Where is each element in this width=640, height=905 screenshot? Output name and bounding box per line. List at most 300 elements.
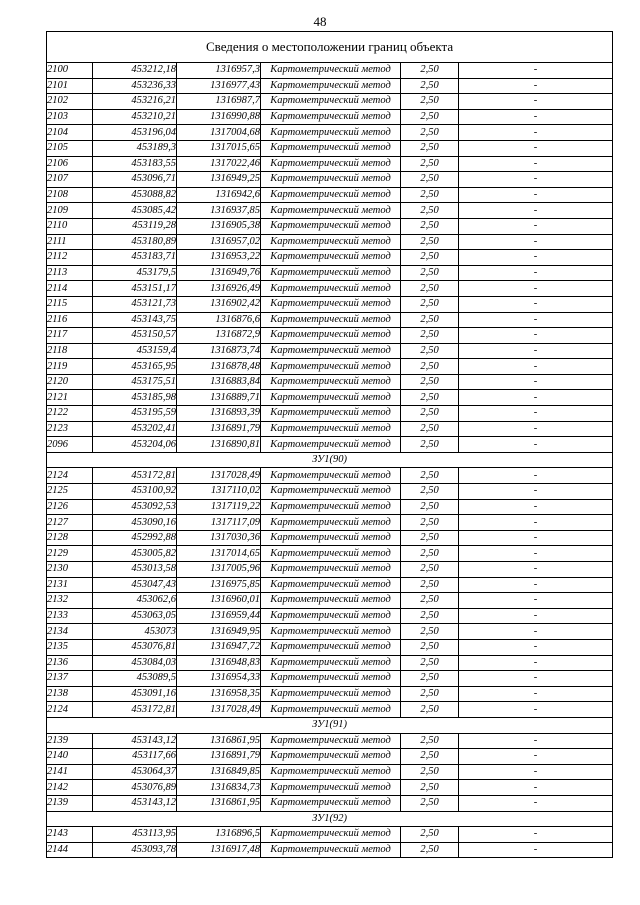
description-cell: - bbox=[459, 671, 613, 687]
x-coordinate-cell: 453121,73 bbox=[93, 296, 177, 312]
description-cell: - bbox=[459, 749, 613, 765]
y-coordinate-cell: 1316957,02 bbox=[177, 234, 261, 250]
table-row bbox=[47, 437, 613, 453]
method-cell: Картометрический метод bbox=[261, 250, 401, 266]
description-cell: - bbox=[459, 624, 613, 640]
accuracy-cell: 2,50 bbox=[401, 187, 459, 203]
method-cell: Картометрический метод bbox=[261, 281, 401, 297]
y-coordinate-cell: 1316957,3 bbox=[177, 63, 261, 79]
point-number-cell: 2107 bbox=[47, 172, 93, 188]
table-row bbox=[47, 499, 613, 515]
x-coordinate-cell: 452992,88 bbox=[93, 530, 177, 546]
table-row bbox=[47, 203, 613, 219]
point-number-cell: 2124 bbox=[47, 468, 93, 484]
description-cell: - bbox=[459, 203, 613, 219]
point-number-cell: 2101 bbox=[47, 78, 93, 94]
table-row bbox=[47, 406, 613, 422]
y-coordinate-cell: 1316872,9 bbox=[177, 328, 261, 344]
y-coordinate-cell: 1316861,95 bbox=[177, 795, 261, 811]
point-number-cell: 2120 bbox=[47, 374, 93, 390]
section-label: ЗУ1(92) bbox=[47, 811, 613, 827]
accuracy-cell: 2,50 bbox=[401, 281, 459, 297]
table-row bbox=[47, 515, 613, 531]
x-coordinate-cell: 453062,6 bbox=[93, 593, 177, 609]
section-header-row bbox=[47, 717, 613, 733]
table-row bbox=[47, 125, 613, 141]
x-coordinate-cell: 453096,71 bbox=[93, 172, 177, 188]
x-coordinate-cell: 453143,12 bbox=[93, 733, 177, 749]
page-number: 48 bbox=[313, 14, 327, 29]
description-cell: - bbox=[459, 499, 613, 515]
y-coordinate-cell: 1316878,48 bbox=[177, 359, 261, 375]
table-row bbox=[47, 530, 613, 546]
point-number-cell: 2138 bbox=[47, 686, 93, 702]
point-number-cell: 2121 bbox=[47, 390, 93, 406]
method-cell: Картометрический метод bbox=[261, 187, 401, 203]
description-cell: - bbox=[459, 795, 613, 811]
x-coordinate-cell: 453172,81 bbox=[93, 468, 177, 484]
point-number-cell: 2130 bbox=[47, 562, 93, 578]
table-row bbox=[47, 187, 613, 203]
point-number-cell: 2122 bbox=[47, 406, 93, 422]
accuracy-cell: 2,50 bbox=[401, 140, 459, 156]
point-number-cell: 2123 bbox=[47, 421, 93, 437]
accuracy-cell: 2,50 bbox=[401, 343, 459, 359]
description-cell: - bbox=[459, 421, 613, 437]
point-number-cell: 2108 bbox=[47, 187, 93, 203]
point-number-cell: 2118 bbox=[47, 343, 93, 359]
description-cell: - bbox=[459, 484, 613, 500]
description-cell: - bbox=[459, 359, 613, 375]
y-coordinate-cell: 1316942,6 bbox=[177, 187, 261, 203]
method-cell: Картометрический метод bbox=[261, 94, 401, 110]
table-row bbox=[47, 250, 613, 266]
point-number-cell: 2133 bbox=[47, 608, 93, 624]
description-cell: - bbox=[459, 780, 613, 796]
table-row bbox=[47, 78, 613, 94]
table-row bbox=[47, 577, 613, 593]
table-row bbox=[47, 109, 613, 125]
description-cell: - bbox=[459, 281, 613, 297]
method-cell: Картометрический метод bbox=[261, 764, 401, 780]
description-cell: - bbox=[459, 94, 613, 110]
accuracy-cell: 2,50 bbox=[401, 827, 459, 843]
description-cell: - bbox=[459, 390, 613, 406]
description-cell: - bbox=[459, 140, 613, 156]
method-cell: Картометрический метод bbox=[261, 468, 401, 484]
point-number-cell: 2135 bbox=[47, 639, 93, 655]
y-coordinate-cell: 1316849,85 bbox=[177, 764, 261, 780]
accuracy-cell: 2,50 bbox=[401, 624, 459, 640]
method-cell: Картометрический метод bbox=[261, 265, 401, 281]
y-coordinate-cell: 1316947,72 bbox=[177, 639, 261, 655]
method-cell: Картометрический метод bbox=[261, 733, 401, 749]
y-coordinate-cell: 1317119,22 bbox=[177, 499, 261, 515]
accuracy-cell: 2,50 bbox=[401, 125, 459, 141]
accuracy-cell: 2,50 bbox=[401, 733, 459, 749]
table-row bbox=[47, 795, 613, 811]
description-cell: - bbox=[459, 639, 613, 655]
table-row bbox=[47, 281, 613, 297]
accuracy-cell: 2,50 bbox=[401, 359, 459, 375]
description-cell: - bbox=[459, 218, 613, 234]
y-coordinate-cell: 1316883,84 bbox=[177, 374, 261, 390]
table-row bbox=[47, 608, 613, 624]
method-cell: Картометрический метод bbox=[261, 63, 401, 79]
point-number-cell: 2115 bbox=[47, 296, 93, 312]
description-cell: - bbox=[459, 468, 613, 484]
x-coordinate-cell: 453204,06 bbox=[93, 437, 177, 453]
description-cell: - bbox=[459, 265, 613, 281]
x-coordinate-cell: 453084,03 bbox=[93, 655, 177, 671]
boundary-coordinates-table bbox=[46, 31, 613, 858]
method-cell: Картометрический метод bbox=[261, 671, 401, 687]
point-number-cell: 2128 bbox=[47, 530, 93, 546]
point-number-cell: 2113 bbox=[47, 265, 93, 281]
x-coordinate-cell: 453165,95 bbox=[93, 359, 177, 375]
method-cell: Картометрический метод bbox=[261, 296, 401, 312]
table-row bbox=[47, 655, 613, 671]
y-coordinate-cell: 1316896,5 bbox=[177, 827, 261, 843]
method-cell: Картометрический метод bbox=[261, 218, 401, 234]
description-cell: - bbox=[459, 109, 613, 125]
table-row bbox=[47, 156, 613, 172]
point-number-cell: 2110 bbox=[47, 218, 93, 234]
method-cell: Картометрический метод bbox=[261, 546, 401, 562]
method-cell: Картометрический метод bbox=[261, 499, 401, 515]
x-coordinate-cell: 453064,37 bbox=[93, 764, 177, 780]
accuracy-cell: 2,50 bbox=[401, 374, 459, 390]
x-coordinate-cell: 453076,89 bbox=[93, 780, 177, 796]
table-row bbox=[47, 328, 613, 344]
y-coordinate-cell: 1316905,38 bbox=[177, 218, 261, 234]
y-coordinate-cell: 1317110,02 bbox=[177, 484, 261, 500]
method-cell: Картометрический метод bbox=[261, 608, 401, 624]
method-cell: Картометрический метод bbox=[261, 343, 401, 359]
table-row bbox=[47, 639, 613, 655]
x-coordinate-cell: 453076,81 bbox=[93, 639, 177, 655]
point-number-cell: 2134 bbox=[47, 624, 93, 640]
point-number-cell: 2102 bbox=[47, 94, 93, 110]
table-row bbox=[47, 562, 613, 578]
x-coordinate-cell: 453143,12 bbox=[93, 795, 177, 811]
x-coordinate-cell: 453183,55 bbox=[93, 156, 177, 172]
section-label: ЗУ1(90) bbox=[47, 452, 613, 468]
x-coordinate-cell: 453212,18 bbox=[93, 63, 177, 79]
point-number-cell: 2131 bbox=[47, 577, 93, 593]
y-coordinate-cell: 1316917,48 bbox=[177, 842, 261, 858]
y-coordinate-cell: 1316960,01 bbox=[177, 593, 261, 609]
method-cell: Картометрический метод bbox=[261, 374, 401, 390]
method-cell: Картометрический метод bbox=[261, 140, 401, 156]
accuracy-cell: 2,50 bbox=[401, 671, 459, 687]
description-cell: - bbox=[459, 686, 613, 702]
accuracy-cell: 2,50 bbox=[401, 78, 459, 94]
method-cell: Картометрический метод bbox=[261, 749, 401, 765]
point-number-cell: 2112 bbox=[47, 250, 93, 266]
table-row bbox=[47, 702, 613, 718]
x-coordinate-cell: 453073 bbox=[93, 624, 177, 640]
x-coordinate-cell: 453179,5 bbox=[93, 265, 177, 281]
table-row bbox=[47, 593, 613, 609]
x-coordinate-cell: 453150,57 bbox=[93, 328, 177, 344]
description-cell: - bbox=[459, 172, 613, 188]
y-coordinate-cell: 1316876,6 bbox=[177, 312, 261, 328]
section-header-row bbox=[47, 811, 613, 827]
accuracy-cell: 2,50 bbox=[401, 203, 459, 219]
x-coordinate-cell: 453013,58 bbox=[93, 562, 177, 578]
y-coordinate-cell: 1316990,88 bbox=[177, 109, 261, 125]
point-number-cell: 2139 bbox=[47, 733, 93, 749]
description-cell: - bbox=[459, 608, 613, 624]
table-row bbox=[47, 764, 613, 780]
accuracy-cell: 2,50 bbox=[401, 468, 459, 484]
y-coordinate-cell: 1316953,22 bbox=[177, 250, 261, 266]
method-cell: Картометрический метод bbox=[261, 390, 401, 406]
method-cell: Картометрический метод bbox=[261, 359, 401, 375]
accuracy-cell: 2,50 bbox=[401, 795, 459, 811]
method-cell: Картометрический метод bbox=[261, 172, 401, 188]
description-cell: - bbox=[459, 577, 613, 593]
description-cell: - bbox=[459, 515, 613, 531]
y-coordinate-cell: 1317028,49 bbox=[177, 702, 261, 718]
method-cell: Картометрический метод bbox=[261, 655, 401, 671]
y-coordinate-cell: 1316834,73 bbox=[177, 780, 261, 796]
x-coordinate-cell: 453063,05 bbox=[93, 608, 177, 624]
point-number-cell: 2109 bbox=[47, 203, 93, 219]
description-cell: - bbox=[459, 655, 613, 671]
point-number-cell: 2103 bbox=[47, 109, 93, 125]
point-number-cell: 2137 bbox=[47, 671, 93, 687]
x-coordinate-cell: 453185,98 bbox=[93, 390, 177, 406]
point-number-cell: 2114 bbox=[47, 281, 93, 297]
x-coordinate-cell: 453047,43 bbox=[93, 577, 177, 593]
y-coordinate-cell: 1317015,65 bbox=[177, 140, 261, 156]
description-cell: - bbox=[459, 343, 613, 359]
x-coordinate-cell: 453089,5 bbox=[93, 671, 177, 687]
accuracy-cell: 2,50 bbox=[401, 234, 459, 250]
x-coordinate-cell: 453085,42 bbox=[93, 203, 177, 219]
point-number-cell: 2116 bbox=[47, 312, 93, 328]
y-coordinate-cell: 1316891,79 bbox=[177, 749, 261, 765]
y-coordinate-cell: 1316873,74 bbox=[177, 343, 261, 359]
method-cell: Картометрический метод bbox=[261, 562, 401, 578]
method-cell: Картометрический метод bbox=[261, 593, 401, 609]
table-row bbox=[47, 374, 613, 390]
x-coordinate-cell: 453210,21 bbox=[93, 109, 177, 125]
method-cell: Картометрический метод bbox=[261, 577, 401, 593]
y-coordinate-cell: 1317014,65 bbox=[177, 546, 261, 562]
table-row bbox=[47, 671, 613, 687]
description-cell: - bbox=[459, 562, 613, 578]
y-coordinate-cell: 1316949,95 bbox=[177, 624, 261, 640]
y-coordinate-cell: 1316954,33 bbox=[177, 671, 261, 687]
y-coordinate-cell: 1316987,7 bbox=[177, 94, 261, 110]
method-cell: Картометрический метод bbox=[261, 795, 401, 811]
table-row bbox=[47, 827, 613, 843]
x-coordinate-cell: 453117,66 bbox=[93, 749, 177, 765]
point-number-cell: 2111 bbox=[47, 234, 93, 250]
section-header-row bbox=[47, 452, 613, 468]
x-coordinate-cell: 453196,04 bbox=[93, 125, 177, 141]
y-coordinate-cell: 1316861,95 bbox=[177, 733, 261, 749]
accuracy-cell: 2,50 bbox=[401, 218, 459, 234]
y-coordinate-cell: 1317030,36 bbox=[177, 530, 261, 546]
method-cell: Картометрический метод bbox=[261, 421, 401, 437]
point-number-cell: 2142 bbox=[47, 780, 93, 796]
accuracy-cell: 2,50 bbox=[401, 608, 459, 624]
x-coordinate-cell: 453189,3 bbox=[93, 140, 177, 156]
description-cell: - bbox=[459, 764, 613, 780]
y-coordinate-cell: 1316949,76 bbox=[177, 265, 261, 281]
table-row bbox=[47, 63, 613, 79]
y-coordinate-cell: 1317005,96 bbox=[177, 562, 261, 578]
x-coordinate-cell: 453236,33 bbox=[93, 78, 177, 94]
point-number-cell: 2127 bbox=[47, 515, 93, 531]
table-row bbox=[47, 484, 613, 500]
y-coordinate-cell: 1316937,85 bbox=[177, 203, 261, 219]
description-cell: - bbox=[459, 78, 613, 94]
method-cell: Картометрический метод bbox=[261, 639, 401, 655]
table-row bbox=[47, 140, 613, 156]
point-number-cell: 2136 bbox=[47, 655, 93, 671]
table-row bbox=[47, 624, 613, 640]
table-row bbox=[47, 780, 613, 796]
y-coordinate-cell: 1317004,68 bbox=[177, 125, 261, 141]
table-row bbox=[47, 468, 613, 484]
accuracy-cell: 2,50 bbox=[401, 780, 459, 796]
description-cell: - bbox=[459, 312, 613, 328]
y-coordinate-cell: 1316893,39 bbox=[177, 406, 261, 422]
description-cell: - bbox=[459, 156, 613, 172]
method-cell: Картометрический метод bbox=[261, 234, 401, 250]
x-coordinate-cell: 453202,41 bbox=[93, 421, 177, 437]
method-cell: Картометрический метод bbox=[261, 437, 401, 453]
x-coordinate-cell: 453183,71 bbox=[93, 250, 177, 266]
y-coordinate-cell: 1317028,49 bbox=[177, 468, 261, 484]
method-cell: Картометрический метод bbox=[261, 203, 401, 219]
accuracy-cell: 2,50 bbox=[401, 749, 459, 765]
method-cell: Картометрический метод bbox=[261, 125, 401, 141]
section-label: ЗУ1(91) bbox=[47, 717, 613, 733]
x-coordinate-cell: 453159,4 bbox=[93, 343, 177, 359]
accuracy-cell: 2,50 bbox=[401, 390, 459, 406]
description-cell: - bbox=[459, 702, 613, 718]
y-coordinate-cell: 1316977,43 bbox=[177, 78, 261, 94]
method-cell: Картометрический метод bbox=[261, 328, 401, 344]
y-coordinate-cell: 1316891,79 bbox=[177, 421, 261, 437]
accuracy-cell: 2,50 bbox=[401, 172, 459, 188]
table-row bbox=[47, 296, 613, 312]
point-number-cell: 2140 bbox=[47, 749, 93, 765]
table-row bbox=[47, 312, 613, 328]
x-coordinate-cell: 453091,16 bbox=[93, 686, 177, 702]
table-row bbox=[47, 842, 613, 858]
table-row bbox=[47, 546, 613, 562]
table-row bbox=[47, 733, 613, 749]
x-coordinate-cell: 453195,59 bbox=[93, 406, 177, 422]
description-cell: - bbox=[459, 842, 613, 858]
table-row bbox=[47, 265, 613, 281]
point-number-cell: 2104 bbox=[47, 125, 93, 141]
accuracy-cell: 2,50 bbox=[401, 593, 459, 609]
description-cell: - bbox=[459, 530, 613, 546]
point-number-cell: 2106 bbox=[47, 156, 93, 172]
x-coordinate-cell: 453113,95 bbox=[93, 827, 177, 843]
accuracy-cell: 2,50 bbox=[401, 655, 459, 671]
x-coordinate-cell: 453088,82 bbox=[93, 187, 177, 203]
x-coordinate-cell: 453100,92 bbox=[93, 484, 177, 500]
table-row bbox=[47, 390, 613, 406]
y-coordinate-cell: 1316958,35 bbox=[177, 686, 261, 702]
y-coordinate-cell: 1316902,42 bbox=[177, 296, 261, 312]
x-coordinate-cell: 453119,28 bbox=[93, 218, 177, 234]
y-coordinate-cell: 1316890,81 bbox=[177, 437, 261, 453]
description-cell: - bbox=[459, 733, 613, 749]
description-cell: - bbox=[459, 250, 613, 266]
description-cell: - bbox=[459, 437, 613, 453]
method-cell: Картометрический метод bbox=[261, 827, 401, 843]
description-cell: - bbox=[459, 234, 613, 250]
accuracy-cell: 2,50 bbox=[401, 764, 459, 780]
point-number-cell: 2129 bbox=[47, 546, 93, 562]
description-cell: - bbox=[459, 296, 613, 312]
description-cell: - bbox=[459, 374, 613, 390]
y-coordinate-cell: 1317117,09 bbox=[177, 515, 261, 531]
description-cell: - bbox=[459, 63, 613, 79]
accuracy-cell: 2,50 bbox=[401, 499, 459, 515]
accuracy-cell: 2,50 bbox=[401, 484, 459, 500]
point-number-cell: 2141 bbox=[47, 764, 93, 780]
accuracy-cell: 2,50 bbox=[401, 577, 459, 593]
x-coordinate-cell: 453092,53 bbox=[93, 499, 177, 515]
accuracy-cell: 2,50 bbox=[401, 421, 459, 437]
point-number-cell: 2132 bbox=[47, 593, 93, 609]
table-row bbox=[47, 172, 613, 188]
x-coordinate-cell: 453151,17 bbox=[93, 281, 177, 297]
x-coordinate-cell: 453180,89 bbox=[93, 234, 177, 250]
accuracy-cell: 2,50 bbox=[401, 842, 459, 858]
description-cell: - bbox=[459, 406, 613, 422]
accuracy-cell: 2,50 bbox=[401, 265, 459, 281]
accuracy-cell: 2,50 bbox=[401, 515, 459, 531]
method-cell: Картометрический метод bbox=[261, 484, 401, 500]
table-row bbox=[47, 686, 613, 702]
point-number-cell: 2096 bbox=[47, 437, 93, 453]
method-cell: Картометрический метод bbox=[261, 686, 401, 702]
description-cell: - bbox=[459, 328, 613, 344]
description-cell: - bbox=[459, 546, 613, 562]
accuracy-cell: 2,50 bbox=[401, 530, 459, 546]
table-body bbox=[47, 32, 613, 858]
table-title: Сведения о местоположении границ объекта bbox=[47, 32, 613, 63]
table-row bbox=[47, 359, 613, 375]
method-cell: Картометрический метод bbox=[261, 406, 401, 422]
point-number-cell: 2125 bbox=[47, 484, 93, 500]
method-cell: Картометрический метод bbox=[261, 842, 401, 858]
method-cell: Картометрический метод bbox=[261, 78, 401, 94]
y-coordinate-cell: 1316889,71 bbox=[177, 390, 261, 406]
point-number-cell: 2117 bbox=[47, 328, 93, 344]
y-coordinate-cell: 1316959,44 bbox=[177, 608, 261, 624]
point-number-cell: 2100 bbox=[47, 63, 93, 79]
x-coordinate-cell: 453172,81 bbox=[93, 702, 177, 718]
point-number-cell: 2126 bbox=[47, 499, 93, 515]
accuracy-cell: 2,50 bbox=[401, 312, 459, 328]
table-row bbox=[47, 343, 613, 359]
method-cell: Картометрический метод bbox=[261, 109, 401, 125]
description-cell: - bbox=[459, 187, 613, 203]
